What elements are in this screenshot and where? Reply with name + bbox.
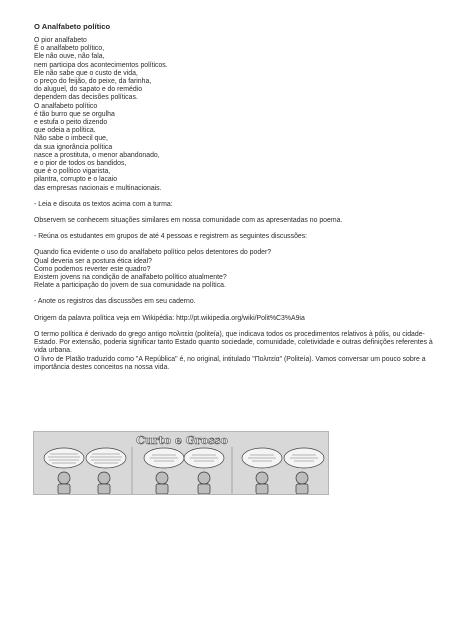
question-item: Qual deveria ser a postura ética ideal? [34,257,152,265]
speech-bubble [86,448,126,468]
poem-line: que odeia a política. [34,127,96,135]
poem-line: O analfabeto político [34,102,98,110]
paragraph-politics-term: O termo política é derivado do grego antigo πολιτεία (politeía), que indicava todos os procedimentos relativos à pólis, ou cidade-Estado. Por extensão, poderia significar tanto Estado quanto sociedade, comunidade, coletividade e outras definições referentes à vida urbana. [34,330,433,355]
question-item: Quando fica evidente o uso do analfabeto político pelos detentores do poder? [34,249,272,257]
poem-line: nem participa dos acontecimentos políticos. [34,61,168,69]
poem-line: e estufa o peito dizendo [34,119,108,127]
instruction-observe: Observem se conhecem situações similares em nossa comunidade com as apresentadas no poema. [34,217,343,225]
poem [34,37,440,193]
instruction-notes: - Anote os registros das discussões em seu caderno. [34,298,196,306]
comic-strip-image [33,431,329,495]
poem-line: das empresas nacionais e multinacionais. [34,184,162,192]
question-item: Existem jovens na condição de analfabeto político atualmente? [34,274,227,282]
poem-line: que é o político vigarista, [34,168,111,176]
poem-line: o preço do feijão, do peixe, da farinha, [34,78,152,86]
instruction-groups: - Reúna os estudantes em grupos de até 4 pessoas e registrem as seguintes discussões: [34,233,308,241]
poem-line: do aluguel, do sapato e do remédio [34,86,143,94]
comic-title: Curto e Grosso [136,434,228,447]
poem-line: dependem das decisões políticas. [34,94,138,102]
question-item: Como podemos reverter este quadro? [34,265,151,273]
poem-line: O pior analfabeto [34,37,87,44]
origin-link-line: Origem da palavra política veja em Wikipédia: http://pt.wikipedia.org/wiki/Polit%C3%A9ia [34,314,305,322]
poem-line: é tão burro que se orgulha [34,110,115,118]
poem-line: Não sabe o imbecil que, [34,135,108,143]
poem-line: pilantra, corrupto e o lacaio [34,176,118,184]
speech-bubble [44,448,84,468]
paragraph-plato-republic: O livro de Platão traduzido como "A República" é, no original, intitulado "Πολιτεία" (Politeía). Vamos conversar um pouco sobre a importância destes conceitos na nossa vida. [34,355,426,371]
document-title: O Analfabeto político [34,22,111,31]
comic-strip-drawing [34,432,329,495]
instruction-discuss: - Leia e discuta os textos acima com a turma: [34,200,173,208]
poem-line: da sua ignorância política [34,143,113,151]
poem-line: Ele não sabe que o custo de vida, [34,69,138,77]
poem-line: e o pior de todos os bandidos, [34,160,127,168]
poem-line: nasce a prostituta, o menor abandonado, [34,151,160,159]
poem-line: É o analfabeto político, [34,45,105,53]
poem-line: Ele não ouve, não fala, [34,53,105,61]
question-item: Relate a participação do jovem de sua comunidade na política. [34,282,226,290]
question-list [34,249,440,290]
